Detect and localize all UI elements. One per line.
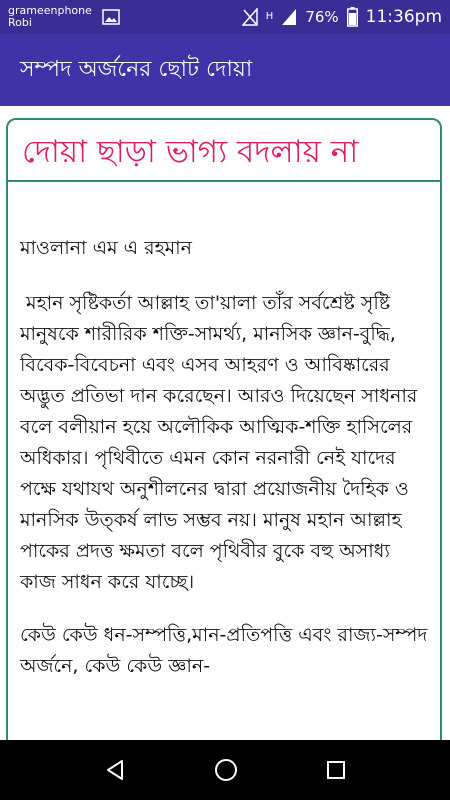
article-paragraph-2: কেউ কেউ ধন-সম্পত্তি,মান-প্রতিপত্তি এবং রাজ্য-সম্পদ অর্জনে, কেউ কেউ জ্ঞান-: [20, 624, 434, 677]
article-title: দোয়া ছাড়া ভাগ্য বদলায় না: [8, 130, 440, 182]
article-author: মাওলানা এম এ রহমান: [20, 237, 192, 259]
recents-icon[interactable]: [326, 760, 346, 780]
status-bar: [0, 0, 450, 34]
navigation-bar: [0, 740, 450, 800]
article-card: [6, 118, 442, 740]
signal-icon: [281, 8, 297, 26]
status-left: [8, 5, 120, 29]
signal-muted-icon: [242, 8, 258, 26]
battery-percent: 76%: [305, 8, 339, 26]
article-paragraph-1: মহান সৃষ্টিকর্তা আল্লাহ তা'য়ালা তাঁর সর্বশ্রেষ্ট সৃষ্টি মানুষকে শারীরিক শক্তি-সামর্থ্য, মানসিক জ্ঞান-বুদ্ধি, বিবেক-বিবেচনা এবং এসব আহরণ ও আবিষ্কারের অদ্ভুত প্রতিভা দান করেছেন। আরও দিয়েছেন সাধনার বলে বলীয়ান হয়ে অলৌকিক আত্মিক-শক্তি হাসিলের অধিকার। পৃথিবীতে এমন কোন নরনারী নেই যাদের পক্ষে যথাযথ অনুশীলনের দ্বারা প্রয়োজনীয় দৈহিক ও মানসিক উত্কর্ষ লাভ সম্ভব নয়। মানুষ মহান আল্লাহ পাকের প্রদত্ত ক্ষমতা বলে পৃথিবীর বুকে বহু অসাধ্য কাজ সাধন করে যাচ্ছে।: [20, 292, 424, 593]
clock: 11:36pm: [365, 7, 442, 27]
image-icon: [102, 9, 120, 25]
carrier-line2: Robi: [8, 16, 32, 29]
app-title: সম্পদ অর্জনের ছোট দোয়া: [20, 56, 253, 82]
home-icon[interactable]: [214, 758, 238, 782]
h-network-icon: H: [265, 11, 274, 22]
battery-icon: [347, 7, 358, 27]
back-icon[interactable]: [104, 759, 126, 781]
status-right: [242, 7, 442, 27]
content-scroll-area[interactable]: [0, 106, 450, 740]
carrier-info: [8, 5, 92, 29]
carrier-line1: grameenphone: [8, 4, 92, 17]
app-bar: [0, 34, 450, 106]
